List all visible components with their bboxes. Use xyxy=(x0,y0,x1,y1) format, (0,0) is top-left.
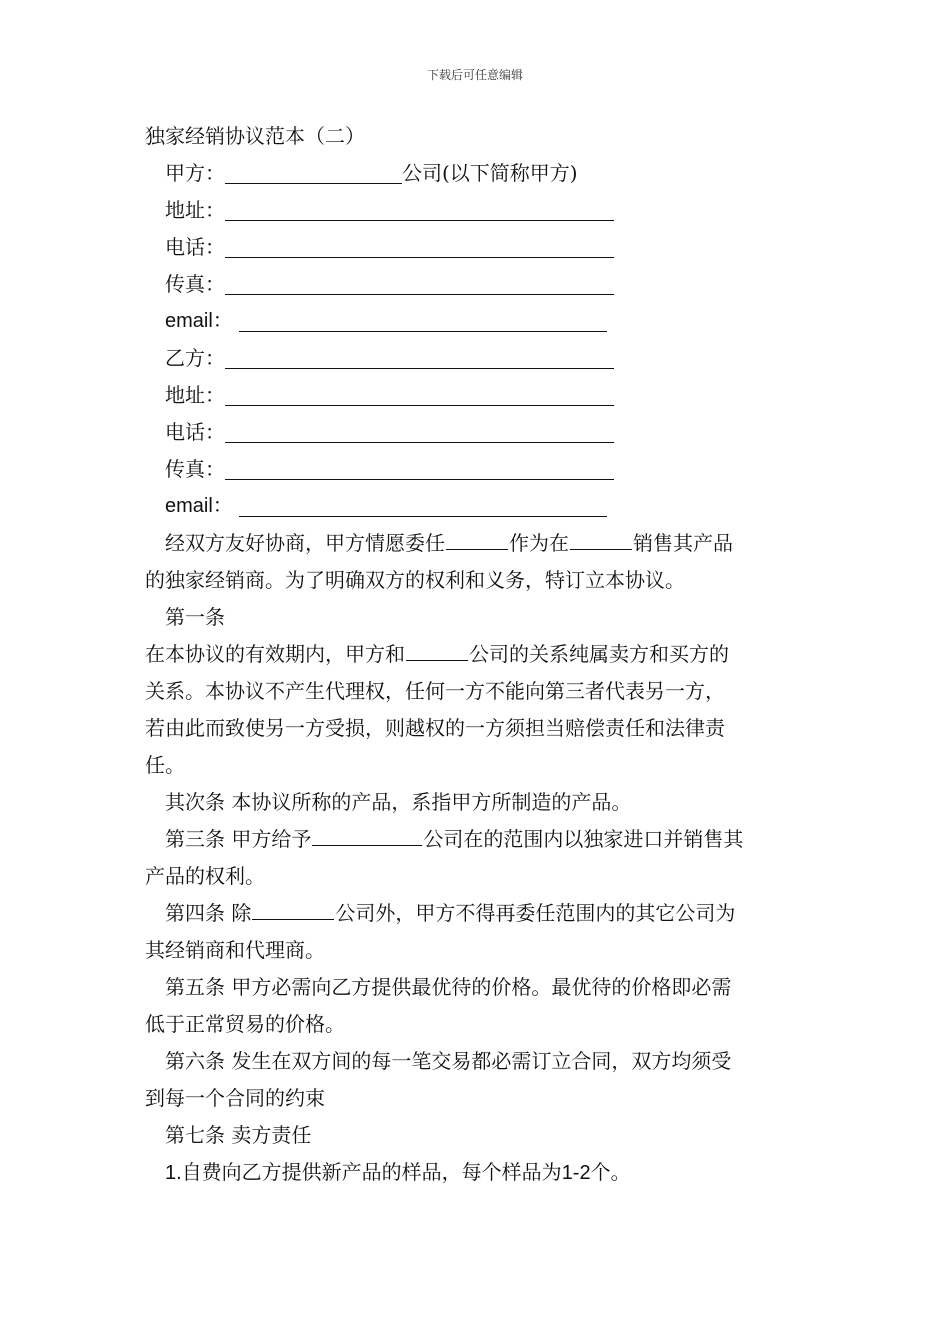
article5-line-2: 低于正常贸易的价格。 xyxy=(145,1012,345,1036)
article4-text-a: 第四条 除 xyxy=(165,901,252,925)
party-a-address-label: 地址： xyxy=(165,198,225,222)
intro-text-2: 作为在 xyxy=(509,531,569,555)
party-b-phone-label: 电话： xyxy=(165,420,225,444)
party-b-name-label: 乙方： xyxy=(165,346,225,370)
article1-line-3: 若由此而致使另一方受损，则越权的一方须担当赔偿责任和法律责 xyxy=(145,716,725,740)
intro-line-2: 的独家经销商。为了明确双方的权利和义务，特订立本协议。 xyxy=(145,568,685,592)
article7-item-1-quantity: 1-2 xyxy=(561,1162,591,1184)
party-b-fax-label: 传真： xyxy=(165,457,225,481)
party-a-address-blank[interactable] xyxy=(225,196,614,221)
intro-line-1 xyxy=(145,525,813,562)
document-body xyxy=(145,118,813,1191)
party-a-name-blank[interactable] xyxy=(225,159,402,184)
party-a-address-field xyxy=(145,192,813,229)
article1-company-blank[interactable] xyxy=(406,638,468,661)
article1-line-2: 关系。本协议不产生代理权，任何一方不能向第三者代表另一方， xyxy=(145,679,725,703)
intro-text-3: 销售其产品 xyxy=(633,531,733,555)
article1-line-4: 任。 xyxy=(145,753,185,777)
intro-text-1: 经双方友好协商，甲方情愿委任 xyxy=(165,531,445,555)
party-a-fax-blank[interactable] xyxy=(225,270,614,295)
party-a-phone-field xyxy=(145,229,813,266)
article1-text-1a: 在本协议的有效期内，甲方和 xyxy=(145,642,405,666)
article1-heading: 第一条 xyxy=(165,605,225,629)
article6-line-2: 到每一个合同的约束 xyxy=(145,1086,325,1110)
party-b-phone-blank[interactable] xyxy=(225,418,614,443)
party-a-email-label: email： xyxy=(165,310,233,332)
party-a-phone-label: 电话： xyxy=(165,235,225,259)
article7-item-1-text-a: 自费向乙方提供新产品的样品，每个样品为 xyxy=(181,1160,562,1184)
document-title: 独家经销协议范本（二） xyxy=(145,124,365,148)
party-b-email-blank[interactable] xyxy=(239,492,607,517)
article6-line-1: 第六条 发生在双方间的每一笔交易都必需订立合同，双方均须受 xyxy=(165,1049,732,1073)
article4-line-2: 其经销商和代理商。 xyxy=(145,938,325,962)
article5-line-1: 第五条 甲方必需向乙方提供最优待的价格。最优待的价格即必需 xyxy=(165,975,732,999)
article3-text-a: 第三条 甲方给予 xyxy=(165,827,312,851)
intro-region-blank[interactable] xyxy=(570,527,632,550)
party-a-name-field xyxy=(145,155,813,192)
party-b-email-field xyxy=(145,488,813,525)
party-b-name-blank[interactable] xyxy=(225,344,614,369)
party-a-fax-label: 传真： xyxy=(165,272,225,296)
article4-line-1 xyxy=(145,895,813,932)
intro-appointee-blank[interactable] xyxy=(446,527,508,550)
party-a-email-blank[interactable] xyxy=(239,307,607,332)
article7-heading: 第七条 卖方责任 xyxy=(165,1123,312,1147)
party-a-name-suffix: 公司(以下简称甲方) xyxy=(402,161,578,185)
party-b-name-field xyxy=(145,340,813,377)
article2-line: 其次条 本协议所称的产品，系指甲方所制造的产品。 xyxy=(165,790,632,814)
party-b-address-label: 地址： xyxy=(165,383,225,407)
party-b-email-label: email： xyxy=(165,495,233,517)
article7-item-1 xyxy=(145,1154,813,1191)
article3-line-2: 产品的权利。 xyxy=(145,864,265,888)
article3-line-1 xyxy=(145,821,813,858)
party-b-fax-blank[interactable] xyxy=(225,455,614,480)
party-b-fax-field xyxy=(145,451,813,488)
article1-text-1b: 公司的关系纯属卖方和买方的 xyxy=(469,642,729,666)
header-note: 下载后可任意编辑 xyxy=(426,68,523,82)
party-a-email-field xyxy=(145,303,813,340)
article1-line-1 xyxy=(145,636,813,673)
article7-item-1-text-b: 个。 xyxy=(590,1160,631,1184)
party-a-fax-field xyxy=(145,266,813,303)
party-a-name-label: 甲方： xyxy=(165,161,225,185)
article7-item-1-number: 1. xyxy=(165,1162,182,1184)
party-b-phone-field xyxy=(145,414,813,451)
article3-text-b: 公司在的范围内以独家进口并销售其 xyxy=(423,827,744,851)
article4-company-blank[interactable] xyxy=(252,897,334,920)
article4-text-b: 公司外，甲方不得再委任范围内的其它公司为 xyxy=(335,901,736,925)
party-b-address-field xyxy=(145,377,813,414)
article3-company-blank[interactable] xyxy=(312,823,422,846)
party-b-address-blank[interactable] xyxy=(225,381,614,406)
party-a-phone-blank[interactable] xyxy=(225,233,614,258)
